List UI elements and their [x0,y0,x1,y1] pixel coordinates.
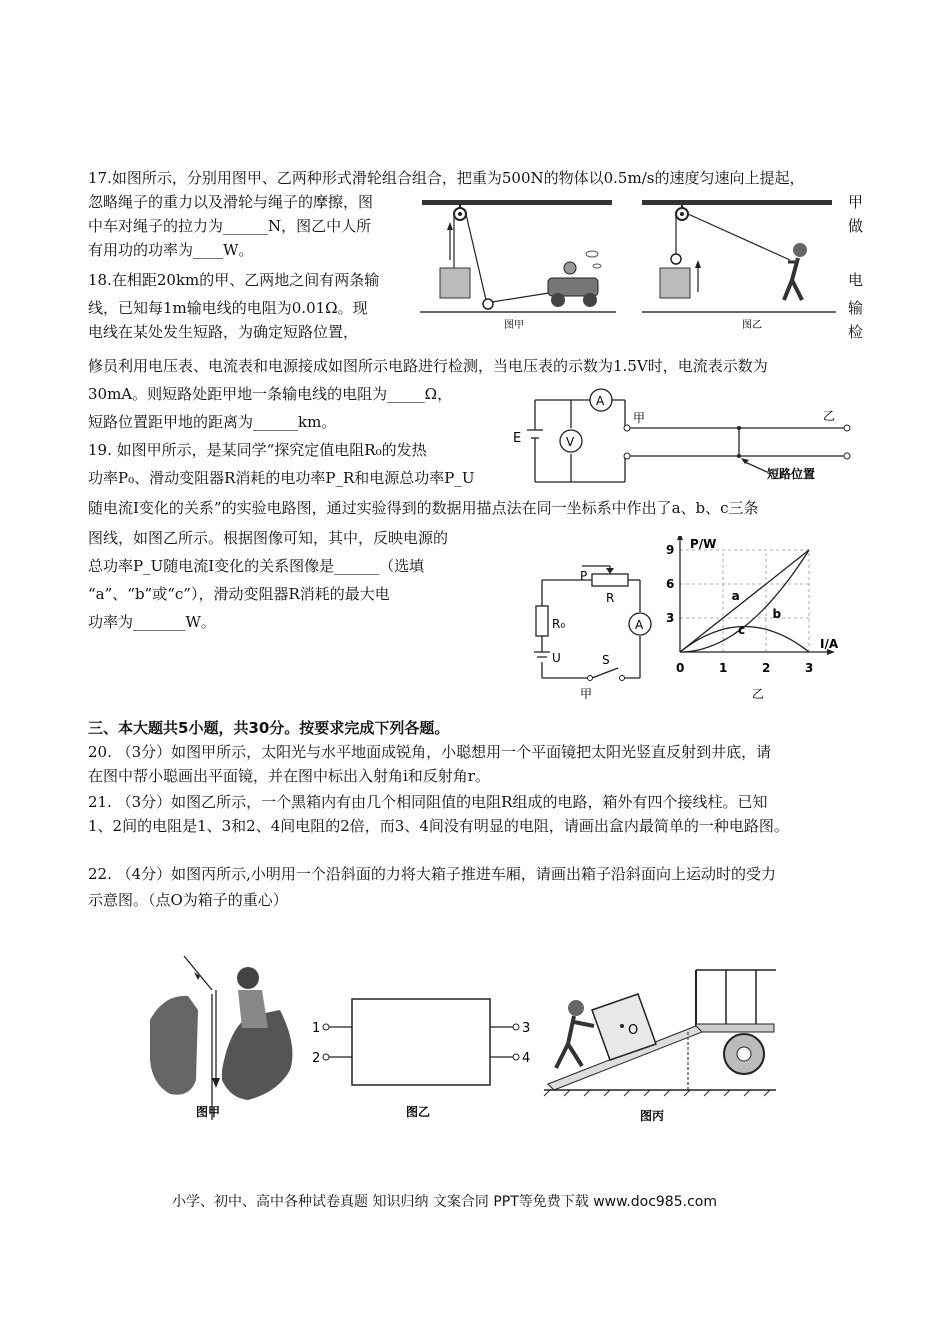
chart-xlabel: I/A [820,637,839,651]
q18-line5: 30mA。则短路处距甲地一条输电线的电阻为_____Ω， [88,385,453,403]
series-label-b: b [772,607,782,621]
black-box-figure [308,995,538,1125]
y-axis-arrow [677,536,683,540]
fig-jia-caption: 图甲 [196,1105,221,1119]
q19-circuit-caption: 甲 [580,687,593,701]
detection-circuit [505,382,855,492]
x-tick-label: 0 [676,661,685,675]
q18-line3: 电线在某处发生短路，为确定短路位置， [88,323,359,341]
q19-line4: 图线，如图乙所示。根据图像可知，其中，反映电源的 [88,529,449,547]
voltmeter-label: V [566,435,575,449]
terminal-2: 2 [312,1051,321,1066]
q18-line2: 线，已知每1m输电线的电阻为0.01Ω。现 [88,299,368,317]
x-tick-label: 1 [719,661,728,675]
truck-ramp-figure [540,960,780,1125]
terminal-4: 4 [522,1051,531,1066]
q20-line1: 20. （3分）如图甲所示，太阳光与水平地面成锐角，小聪想用一个平面镜把太阳光竖直反射到井底，请 [88,743,772,761]
end-yi-label: 乙 [823,409,836,423]
u-label: U [552,651,561,665]
q18-line1: 18.在相距20km的甲、乙两地之间有两条输 [88,271,380,289]
well-figure [150,950,300,1125]
y-tick-label: 9 [666,543,675,557]
q20-line2: 在图中帮小聪画出平面镜，并在图中标出入射角i和反射角r。 [88,767,490,785]
q17-right1: 甲 [848,193,864,211]
q18-right1: 电 [848,271,864,289]
q17-line1: 17.如图所示，分别用图甲、乙两种形式滑轮组合组合，把重为500N的物体以0.5m/s的速度匀速向上提起， [88,169,805,187]
x-tick-label: 3 [805,661,814,675]
chart-ylabel: P/W [690,537,717,551]
q21-line1: 21. （3分）如图乙所示，一个黑箱内有由几个相同阻值的电阻R组成的电路，箱外有四个接线柱。已知 [88,793,768,811]
q19-line7: 功率为_______W。 [88,613,216,631]
source-label: E [513,431,522,446]
series-label-a: a [731,588,740,603]
q19-ammeter-label: A [635,618,644,632]
q18-line4: 修员利用电压表、电流表和电源接成如图所示电路进行检测，当电压表的示数为1.5V时，电流表示数为 [88,357,768,375]
q18-right3: 检 [848,323,864,341]
q19-line5: 总功率P_U随电流I变化的关系图像是______（选填 [88,557,425,575]
q22-line2: 示意图。（点O为箱子的重心） [88,891,288,909]
end-jia-label: 甲 [633,411,646,425]
chart-caption: 乙 [752,687,765,701]
q17-line2: 忽略绳子的重力以及滑轮与绳子的摩擦，图 [88,193,374,211]
series-label-c: c [738,622,746,637]
page-footer: 小学、初中、高中各种试卷真题 知识归纳 文案合同 PPT等免费下载 www.doc985.com [172,1194,717,1210]
pulley-figure [420,196,840,336]
slider-p-label: P [580,569,588,583]
ammeter-label: A [596,394,605,408]
pulley-caption-right: 图乙 [742,320,762,331]
power-current-chart [660,536,850,704]
rheostat-label: R [606,591,615,605]
y-tick-label: 3 [666,611,675,625]
r0-label: R₀ [552,617,566,631]
q17-line3: 中车对绳子的拉力为______N，图乙中人所 [88,217,372,235]
q21-line2: 1、2间的电阻是1、3和2、4间电阻的2倍，而3、4间没有明显的电阻，请画出盒内最简单的一种电路图。 [88,817,789,835]
q19-line6: “a”、“b”或“c”），滑动变阻器R消耗的最大电 [88,585,390,603]
x-tick-label: 2 [762,661,771,675]
q17-line4: 有用功的功率为____W。 [88,241,254,259]
fig-bing-caption: 图丙 [640,1109,665,1123]
q17-right2: 做 [848,217,864,235]
fault-label: 短路位置 [767,467,816,481]
q19-line3: 随电流I变化的关系”的实验电路图，通过实验得到的数据用描点法在同一坐标系中作出了a、b、c三条 [88,499,759,517]
pulley-caption-left: 图甲 [504,320,524,331]
q22-line1: 22. （4分）如图丙所示,小明用一个沿斜面的力将大箱子推进车厢，请画出箱子沿斜面向上运动时的受力 [88,865,776,883]
switch-label: S [602,653,610,667]
terminal-1: 1 [312,1021,321,1036]
q19-line1: 19. 如图甲所示，是某同学“探究定值电阻R₀的发热 [88,441,427,459]
terminal-3: 3 [522,1021,531,1036]
fig-yi-caption: 图乙 [406,1105,431,1119]
y-tick-label: 6 [666,577,675,591]
q18-line6: 短路位置距甲地的距离为______km。 [88,413,337,431]
q18-right2: 输 [848,299,864,317]
center-o-label: O [628,1023,639,1038]
q19-circuit [522,560,675,702]
section3-heading: 三、本大题共5小题，共30分。按要求完成下列各题。 [88,719,450,737]
q19-line2: 功率P₀、滑动变阻器R消耗的电功率P_R和电源总功率P_U [88,469,475,487]
